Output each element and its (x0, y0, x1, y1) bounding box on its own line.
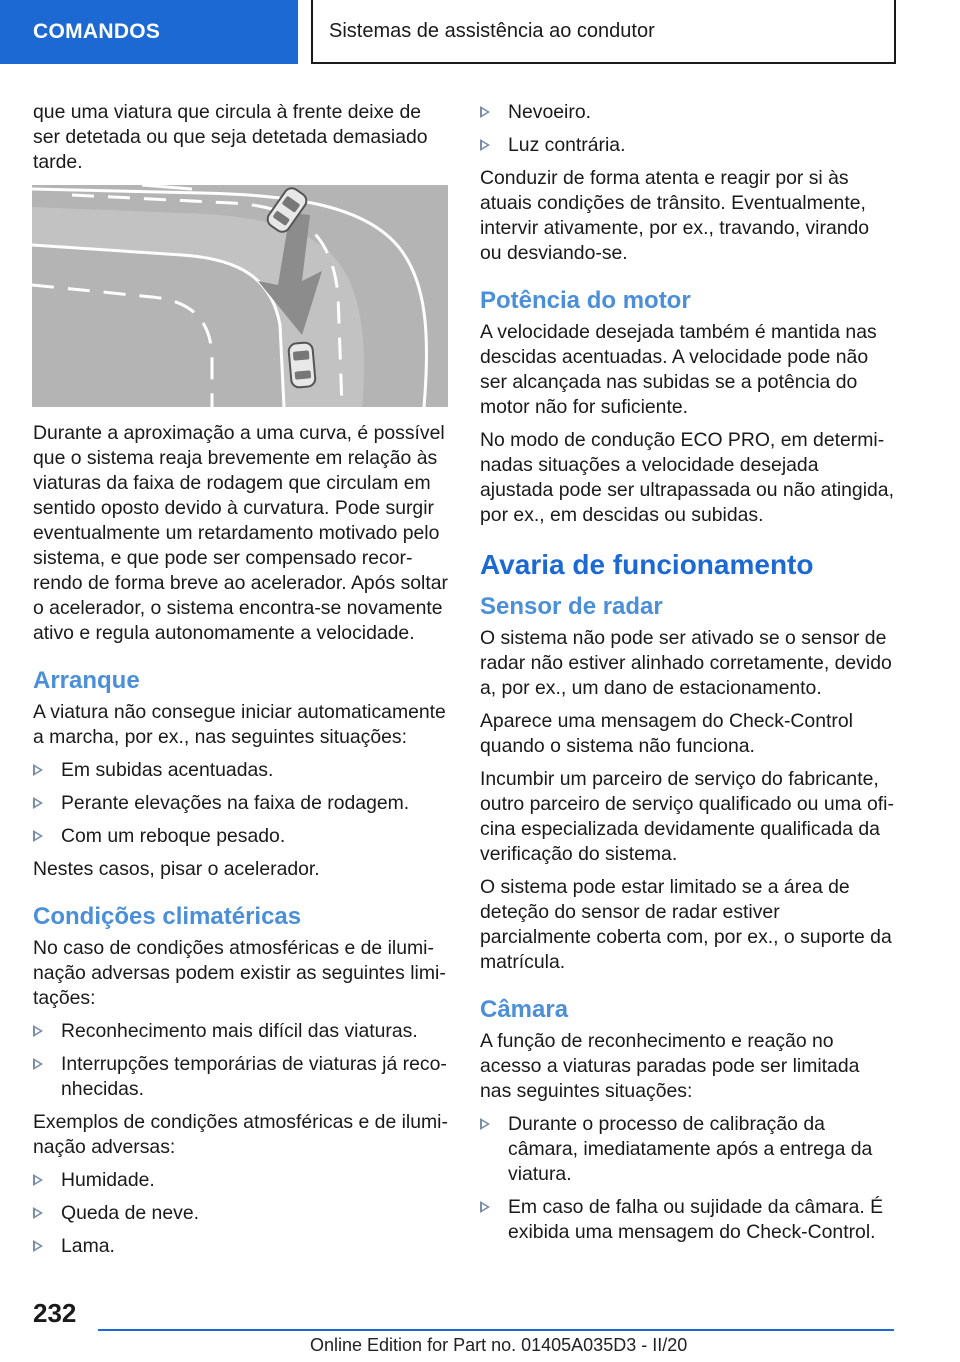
triangle-bullet-icon (33, 797, 43, 809)
condicoes-examples: Exemplos de condições atmosféricas e de iluminação adversas: (33, 1111, 448, 1158)
conduzir-paragraph: Conduzir de forma atenta e reagir por si às atuais condições de trânsito. Eventualmente, intervir ativamente, por ex., travando, virando ou desviando-se. (480, 167, 870, 264)
arranque-after: Nestes casos, pisar o acelerador. (33, 858, 320, 880)
intro-paragraph: que uma viatura que circula à frente deixe de ser detetada ou que seja detetada demasiado tarde. (33, 101, 428, 173)
arranque-text: A viatura não consegue iniciar automaticamente a marcha, por ex., nas seguintes situações: (33, 701, 446, 748)
triangle-bullet-icon (480, 106, 490, 118)
heading-condicoes: Condições climatéricas (33, 903, 302, 930)
list-item: Luz contrária. (480, 133, 896, 158)
edition-note: Online Edition for Part no. 01405A035D3 - II/20 (310, 1335, 688, 1355)
page-number: 232 (33, 1298, 77, 1328)
camara-p1: A função de reconhecimento e reação no acesso a viaturas paradas pode ser limitada nas seguintes situações: (480, 1030, 860, 1102)
condicoes-text: No caso de condições atmosféricas e de iluminação adversas podem existir as seguintes limitações: (33, 937, 446, 1009)
triangle-bullet-icon (480, 1118, 490, 1130)
list-item: Queda de neve. (33, 1201, 449, 1226)
heading-avaria: Avaria de funcionamento (480, 549, 814, 580)
triangle-bullet-icon (33, 1240, 43, 1252)
potencia-p1: A velocidade desejada também é mantida nas descidas acentuadas. A velocidade pode não ser alcançada nas subidas se a potência do motor não for suficiente. (480, 321, 877, 418)
triangle-bullet-icon (33, 1025, 43, 1037)
arranque-list (33, 758, 449, 849)
sensor-p3: Incumbir um parceiro de serviço do fabricante, outro parceiro de serviço qualificado ou uma oficina especializada devidamente qualificada da verificação do sistema. (480, 768, 894, 865)
heading-sensor: Sensor de radar (480, 593, 663, 620)
list-item: Reconhecimento mais difícil das viaturas. (33, 1019, 449, 1044)
right-column (480, 100, 896, 1253)
heading-arranque: Arranque (33, 667, 140, 694)
triangle-bullet-icon (33, 764, 43, 776)
sensor-p2: Aparece uma mensagem do Check-Control quando o sistema não funciona. (480, 710, 853, 757)
footer-divider (98, 1329, 894, 1331)
heading-potencia: Potência do motor (480, 287, 691, 314)
curve-paragraph: Durante a aproximação a uma curva, é possível que o sistema reaja brevemente em relação às viaturas da faixa de rodagem que circulam em sentido oposto devido à curvatura. Pode surgir eventualmente um retardamento motivado pelo sistema, e que pode ser compensado recorrendo de forma breve ao acelerador. Após soltar o acelerador, o sistema encontra-se novamente ativo e regula autonomamente a velocidade. (33, 422, 448, 644)
list-item: Interrupções temporárias de viaturas já reconhecidas. (33, 1052, 449, 1102)
potencia-p2: No modo de condução ECO PRO, em determinadas situações a velocidade desejada ajustada pode ser ultrapassada ou não atingida, por ex., em descidas ou subidas. (480, 429, 894, 526)
list-item: Com um reboque pesado. (33, 824, 449, 849)
left-column (33, 100, 449, 1267)
list-item: Lama. (33, 1234, 449, 1259)
triangle-bullet-icon (480, 1201, 490, 1213)
condicoes-list (33, 1019, 449, 1102)
list-item: Durante o processo de calibração da câmara, imediatamente após a entrega da viatura. (480, 1112, 896, 1187)
section-tab: COMANDOS (0, 0, 298, 64)
sensor-p4: O sistema pode estar limitado se a área de deteção do sensor de radar estiver parcialmente coberta com, por ex., o suporte da matrícula. (480, 876, 892, 973)
examples-list (33, 1168, 449, 1259)
triangle-bullet-icon (33, 1207, 43, 1219)
chapter-title: Sistemas de assistência ao condutor (311, 0, 896, 64)
list-item: Humidade. (33, 1168, 449, 1193)
triangle-bullet-icon (33, 1058, 43, 1070)
list-item: Nevoeiro. (480, 100, 896, 125)
curve-road-car-icon (32, 185, 448, 407)
heading-camara: Câmara (480, 996, 569, 1023)
weather-list-cont (480, 100, 896, 158)
triangle-bullet-icon (33, 1174, 43, 1186)
sensor-p1: O sistema não pode ser ativado se o sensor de radar não estiver alinhado corretamente, devido a, por ex., um dano de estacionamento. (480, 627, 892, 699)
camara-list (480, 1112, 896, 1245)
list-item: Perante elevações na faixa de rodagem. (33, 791, 449, 816)
triangle-bullet-icon (33, 830, 43, 842)
page-header (0, 0, 960, 66)
list-item: Em caso de falha ou sujidade da câmara. É exibida uma mensagem do Check-Control. (480, 1195, 896, 1245)
list-item: Em subidas acentuadas. (33, 758, 449, 783)
triangle-bullet-icon (480, 139, 490, 151)
